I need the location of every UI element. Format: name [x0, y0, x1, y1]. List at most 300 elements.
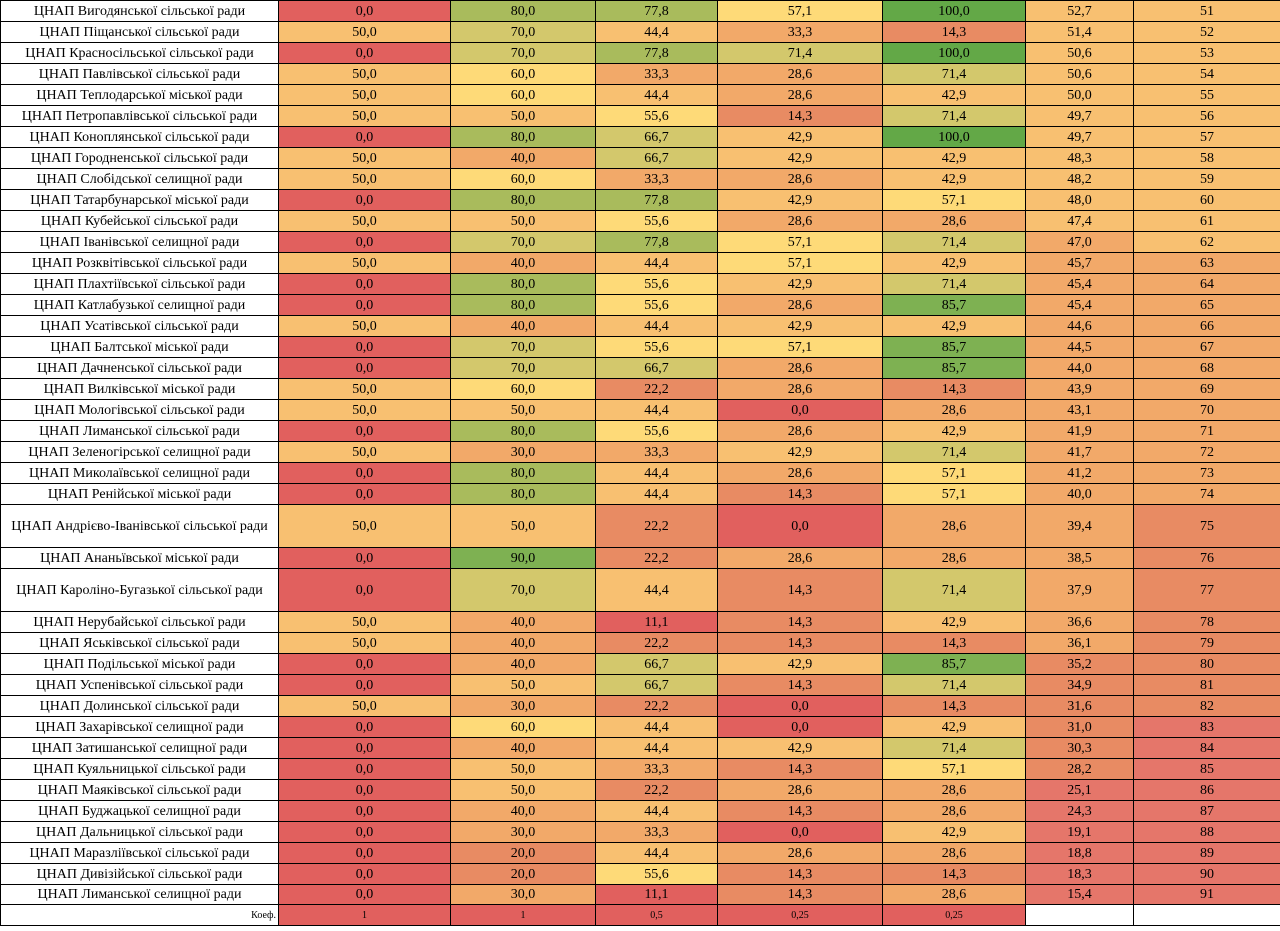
table-row: [1, 337, 1280, 358]
row-value-1: 0,0: [279, 274, 451, 295]
row-value-7: 86: [1134, 780, 1280, 801]
row-value-6: 18,3: [1026, 864, 1134, 885]
row-value-6: 35,2: [1026, 654, 1134, 675]
row-value-4: 33,3: [718, 22, 883, 43]
row-name: ЦНАП Красносільської сільської ради: [1, 43, 279, 64]
row-value-2: 50,0: [451, 505, 596, 548]
row-value-5: 14,3: [883, 696, 1026, 717]
table-row: [1, 505, 1280, 548]
row-value-2: 80,0: [451, 1, 596, 22]
row-value-6: 48,2: [1026, 169, 1134, 190]
row-value-5: 28,6: [883, 843, 1026, 864]
row-value-6: 45,4: [1026, 295, 1134, 316]
row-value-3: 33,3: [596, 759, 718, 780]
row-value-3: 55,6: [596, 106, 718, 127]
row-value-4: 14,3: [718, 801, 883, 822]
row-value-4: 57,1: [718, 1, 883, 22]
table-row: [1, 612, 1280, 633]
row-name: ЦНАП Плахтіївської сільської ради: [1, 274, 279, 295]
table-row: [1, 400, 1280, 421]
row-value-1: 50,0: [279, 64, 451, 85]
row-value-5: 71,4: [883, 738, 1026, 759]
row-value-6: 31,6: [1026, 696, 1134, 717]
row-value-5: 71,4: [883, 274, 1026, 295]
row-value-2: 40,0: [451, 148, 596, 169]
row-value-3: 44,4: [596, 316, 718, 337]
row-value-4: 14,3: [718, 484, 883, 505]
row-value-3: 66,7: [596, 148, 718, 169]
row-value-1: 0,0: [279, 780, 451, 801]
row-value-1: 0,0: [279, 801, 451, 822]
row-value-5: 42,9: [883, 612, 1026, 633]
row-value-4: 14,3: [718, 864, 883, 885]
table-row: [1, 358, 1280, 379]
row-value-4: 28,6: [718, 64, 883, 85]
row-value-1: 0,0: [279, 1, 451, 22]
row-value-1: 0,0: [279, 337, 451, 358]
table-row: [1, 696, 1280, 717]
row-value-2: 20,0: [451, 864, 596, 885]
row-value-5: 100,0: [883, 127, 1026, 148]
row-value-2: 70,0: [451, 232, 596, 253]
row-value-6: 44,0: [1026, 358, 1134, 379]
row-value-3: 11,1: [596, 612, 718, 633]
row-value-1: 0,0: [279, 759, 451, 780]
row-value-5: 28,6: [883, 505, 1026, 548]
row-name: ЦНАП Нерубайської сільської ради: [1, 612, 279, 633]
row-value-6: 25,1: [1026, 780, 1134, 801]
table-row: [1, 421, 1280, 442]
row-value-6: 39,4: [1026, 505, 1134, 548]
table-row: [1, 822, 1280, 843]
row-value-2: 70,0: [451, 337, 596, 358]
row-value-5: 14,3: [883, 379, 1026, 400]
row-value-3: 22,2: [596, 379, 718, 400]
row-value-5: 28,6: [883, 885, 1026, 905]
row-value-1: 0,0: [279, 569, 451, 612]
row-value-2: 50,0: [451, 400, 596, 421]
row-value-7: 55: [1134, 85, 1280, 106]
row-value-2: 40,0: [451, 738, 596, 759]
row-value-2: 80,0: [451, 190, 596, 211]
row-name: ЦНАП Затишанської селищної ради: [1, 738, 279, 759]
row-value-7: 53: [1134, 43, 1280, 64]
row-value-4: 14,3: [718, 106, 883, 127]
row-value-1: 0,0: [279, 885, 451, 905]
row-value-6: 44,5: [1026, 337, 1134, 358]
row-value-6: 40,0: [1026, 484, 1134, 505]
row-value-6: 36,6: [1026, 612, 1134, 633]
row-value-3: 44,4: [596, 569, 718, 612]
row-value-2: 60,0: [451, 379, 596, 400]
row-value-6: 38,5: [1026, 548, 1134, 569]
table-row: [1, 316, 1280, 337]
row-value-6: 50,6: [1026, 64, 1134, 85]
row-value-7: 67: [1134, 337, 1280, 358]
row-value-7: 72: [1134, 442, 1280, 463]
row-value-6: 36,1: [1026, 633, 1134, 654]
table-row: [1, 169, 1280, 190]
row-value-3: 44,4: [596, 738, 718, 759]
row-name: ЦНАП Городненської сільської ради: [1, 148, 279, 169]
row-value-3: 44,4: [596, 463, 718, 484]
table-row: [1, 569, 1280, 612]
row-value-4: 28,6: [718, 85, 883, 106]
row-value-3: 22,2: [596, 696, 718, 717]
row-value-2: 50,0: [451, 780, 596, 801]
row-value-7: 70: [1134, 400, 1280, 421]
row-value-7: 61: [1134, 211, 1280, 232]
row-value-4: 0,0: [718, 822, 883, 843]
table-row: [1, 232, 1280, 253]
coef-value-4: 0,25: [718, 905, 883, 926]
table-row: [1, 295, 1280, 316]
table-row: [1, 442, 1280, 463]
row-value-1: 50,0: [279, 148, 451, 169]
row-value-7: 69: [1134, 379, 1280, 400]
row-value-1: 50,0: [279, 505, 451, 548]
row-value-6: 34,9: [1026, 675, 1134, 696]
table-row: [1, 654, 1280, 675]
table-row: [1, 484, 1280, 505]
coef-label: Коеф.: [1, 905, 279, 926]
row-value-1: 0,0: [279, 295, 451, 316]
row-value-2: 60,0: [451, 85, 596, 106]
row-value-7: 89: [1134, 843, 1280, 864]
row-value-5: 71,4: [883, 64, 1026, 85]
row-name: ЦНАП Катлабузької селищної ради: [1, 295, 279, 316]
row-value-7: 81: [1134, 675, 1280, 696]
row-value-5: 28,6: [883, 548, 1026, 569]
coef-blank: [1134, 905, 1280, 926]
row-value-5: 71,4: [883, 675, 1026, 696]
row-value-3: 55,6: [596, 337, 718, 358]
row-value-1: 0,0: [279, 738, 451, 759]
row-name: ЦНАП Дачненської сільської ради: [1, 358, 279, 379]
row-value-1: 50,0: [279, 379, 451, 400]
table-row: [1, 463, 1280, 484]
row-value-4: 57,1: [718, 232, 883, 253]
row-value-3: 55,6: [596, 421, 718, 442]
row-name: ЦНАП Куяльницької сільської ради: [1, 759, 279, 780]
row-name: ЦНАП Павлівської сільської ради: [1, 64, 279, 85]
row-value-2: 30,0: [451, 696, 596, 717]
row-value-1: 50,0: [279, 85, 451, 106]
row-name: ЦНАП Лиманської сільської ради: [1, 421, 279, 442]
row-value-7: 91: [1134, 885, 1280, 905]
row-value-4: 28,6: [718, 843, 883, 864]
row-value-5: 71,4: [883, 232, 1026, 253]
row-value-3: 22,2: [596, 780, 718, 801]
row-name: ЦНАП Слобідської селищної ради: [1, 169, 279, 190]
row-value-6: 45,4: [1026, 274, 1134, 295]
row-value-5: 71,4: [883, 106, 1026, 127]
coef-row: [1, 905, 1280, 926]
row-value-7: 66: [1134, 316, 1280, 337]
row-value-2: 70,0: [451, 569, 596, 612]
row-value-4: 0,0: [718, 400, 883, 421]
row-value-3: 22,2: [596, 548, 718, 569]
row-value-1: 0,0: [279, 43, 451, 64]
row-value-2: 70,0: [451, 43, 596, 64]
row-value-7: 58: [1134, 148, 1280, 169]
row-value-6: 43,1: [1026, 400, 1134, 421]
row-value-6: 45,7: [1026, 253, 1134, 274]
row-value-7: 74: [1134, 484, 1280, 505]
row-value-2: 80,0: [451, 484, 596, 505]
row-value-4: 42,9: [718, 654, 883, 675]
row-value-7: 88: [1134, 822, 1280, 843]
row-name: ЦНАП Балтської міської ради: [1, 337, 279, 358]
row-value-5: 42,9: [883, 421, 1026, 442]
row-name: ЦНАП Ананьївської міської ради: [1, 548, 279, 569]
row-value-6: 49,7: [1026, 106, 1134, 127]
row-name: ЦНАП Зеленогірської селищної ради: [1, 442, 279, 463]
row-value-3: 55,6: [596, 211, 718, 232]
row-value-4: 42,9: [718, 127, 883, 148]
table-row: [1, 864, 1280, 885]
row-value-5: 42,9: [883, 822, 1026, 843]
row-value-3: 55,6: [596, 864, 718, 885]
row-value-6: 37,9: [1026, 569, 1134, 612]
row-value-3: 44,4: [596, 843, 718, 864]
row-value-5: 28,6: [883, 400, 1026, 421]
row-value-4: 28,6: [718, 421, 883, 442]
row-value-2: 30,0: [451, 822, 596, 843]
row-value-3: 44,4: [596, 85, 718, 106]
row-value-4: 14,3: [718, 612, 883, 633]
row-value-1: 50,0: [279, 316, 451, 337]
row-value-1: 50,0: [279, 211, 451, 232]
row-name: ЦНАП Долинської сільської ради: [1, 696, 279, 717]
row-value-7: 78: [1134, 612, 1280, 633]
table-row: [1, 633, 1280, 654]
row-value-4: 28,6: [718, 295, 883, 316]
table-row: [1, 801, 1280, 822]
row-name: ЦНАП Маяківської сільської ради: [1, 780, 279, 801]
coef-value-5: 0,25: [883, 905, 1026, 926]
row-value-7: 71: [1134, 421, 1280, 442]
row-name: ЦНАП Лиманської селищної ради: [1, 885, 279, 905]
row-value-5: 71,4: [883, 569, 1026, 612]
table-row: [1, 22, 1280, 43]
row-value-2: 60,0: [451, 64, 596, 85]
row-value-5: 100,0: [883, 43, 1026, 64]
row-value-7: 65: [1134, 295, 1280, 316]
row-value-3: 55,6: [596, 295, 718, 316]
row-name: ЦНАП Розквітівської сільської ради: [1, 253, 279, 274]
row-value-6: 47,0: [1026, 232, 1134, 253]
row-value-1: 50,0: [279, 633, 451, 654]
table-row: [1, 780, 1280, 801]
row-name: ЦНАП Яськівської сільської ради: [1, 633, 279, 654]
row-value-5: 85,7: [883, 654, 1026, 675]
table-row: [1, 738, 1280, 759]
row-value-1: 0,0: [279, 463, 451, 484]
row-value-5: 28,6: [883, 211, 1026, 232]
row-value-2: 30,0: [451, 885, 596, 905]
row-value-4: 28,6: [718, 169, 883, 190]
row-name: ЦНАП Ренійської міської ради: [1, 484, 279, 505]
row-value-2: 60,0: [451, 169, 596, 190]
row-value-3: 22,2: [596, 633, 718, 654]
row-value-7: 64: [1134, 274, 1280, 295]
row-value-3: 11,1: [596, 885, 718, 905]
row-name: ЦНАП Кубейської сільської ради: [1, 211, 279, 232]
row-value-3: 66,7: [596, 127, 718, 148]
row-value-5: 28,6: [883, 801, 1026, 822]
row-value-6: 31,0: [1026, 717, 1134, 738]
row-value-2: 40,0: [451, 801, 596, 822]
table-row: [1, 548, 1280, 569]
row-value-7: 80: [1134, 654, 1280, 675]
row-value-4: 71,4: [718, 43, 883, 64]
row-value-3: 22,2: [596, 505, 718, 548]
row-value-4: 42,9: [718, 148, 883, 169]
row-value-6: 28,2: [1026, 759, 1134, 780]
row-value-1: 0,0: [279, 127, 451, 148]
row-value-4: 0,0: [718, 717, 883, 738]
row-value-7: 75: [1134, 505, 1280, 548]
row-value-1: 50,0: [279, 696, 451, 717]
coef-blank: [1026, 905, 1134, 926]
row-value-3: 33,3: [596, 64, 718, 85]
row-value-4: 42,9: [718, 316, 883, 337]
table-row: [1, 675, 1280, 696]
row-value-1: 0,0: [279, 864, 451, 885]
row-value-6: 49,7: [1026, 127, 1134, 148]
table-row: [1, 190, 1280, 211]
row-value-1: 0,0: [279, 717, 451, 738]
row-value-6: 24,3: [1026, 801, 1134, 822]
row-value-2: 50,0: [451, 759, 596, 780]
row-name: ЦНАП Маразліївської сільської ради: [1, 843, 279, 864]
row-value-4: 42,9: [718, 738, 883, 759]
row-value-1: 0,0: [279, 358, 451, 379]
row-value-2: 80,0: [451, 274, 596, 295]
row-value-1: 0,0: [279, 822, 451, 843]
row-value-1: 50,0: [279, 22, 451, 43]
row-value-7: 59: [1134, 169, 1280, 190]
table-row: [1, 717, 1280, 738]
row-value-4: 28,6: [718, 211, 883, 232]
row-value-5: 42,9: [883, 169, 1026, 190]
row-value-4: 28,6: [718, 379, 883, 400]
row-value-7: 60: [1134, 190, 1280, 211]
row-value-5: 85,7: [883, 295, 1026, 316]
row-value-6: 30,3: [1026, 738, 1134, 759]
row-value-6: 48,3: [1026, 148, 1134, 169]
row-value-2: 80,0: [451, 463, 596, 484]
row-value-2: 40,0: [451, 612, 596, 633]
row-name: ЦНАП Усатівської сільської ради: [1, 316, 279, 337]
row-value-4: 42,9: [718, 274, 883, 295]
row-value-3: 33,3: [596, 442, 718, 463]
row-value-4: 14,3: [718, 633, 883, 654]
row-value-5: 57,1: [883, 484, 1026, 505]
row-value-4: 14,3: [718, 675, 883, 696]
row-name: ЦНАП Іванівської селищної ради: [1, 232, 279, 253]
row-value-3: 66,7: [596, 675, 718, 696]
row-value-3: 33,3: [596, 169, 718, 190]
row-value-6: 41,2: [1026, 463, 1134, 484]
row-value-5: 42,9: [883, 316, 1026, 337]
row-name: ЦНАП Піщанської сільської ради: [1, 22, 279, 43]
row-value-5: 28,6: [883, 780, 1026, 801]
row-value-4: 0,0: [718, 696, 883, 717]
row-name: ЦНАП Андрієво-Іванівської сільської ради: [1, 505, 279, 548]
row-value-7: 51: [1134, 1, 1280, 22]
row-value-7: 62: [1134, 232, 1280, 253]
table-row: [1, 211, 1280, 232]
row-value-5: 14,3: [883, 22, 1026, 43]
row-value-7: 84: [1134, 738, 1280, 759]
row-value-5: 57,1: [883, 463, 1026, 484]
row-value-2: 50,0: [451, 106, 596, 127]
row-value-4: 57,1: [718, 337, 883, 358]
row-value-2: 40,0: [451, 633, 596, 654]
row-value-3: 44,4: [596, 253, 718, 274]
row-value-6: 43,9: [1026, 379, 1134, 400]
row-value-3: 66,7: [596, 654, 718, 675]
row-value-2: 40,0: [451, 316, 596, 337]
row-value-1: 0,0: [279, 484, 451, 505]
row-value-1: 0,0: [279, 654, 451, 675]
row-value-5: 100,0: [883, 1, 1026, 22]
row-value-2: 20,0: [451, 843, 596, 864]
row-value-2: 60,0: [451, 717, 596, 738]
row-value-6: 15,4: [1026, 885, 1134, 905]
row-name: ЦНАП Подільської міської ради: [1, 654, 279, 675]
row-value-1: 50,0: [279, 106, 451, 127]
row-value-1: 0,0: [279, 421, 451, 442]
table-row: [1, 1, 1280, 22]
coef-value-1: 1: [279, 905, 451, 926]
row-name: ЦНАП Татарбунарської міської ради: [1, 190, 279, 211]
row-value-2: 90,0: [451, 548, 596, 569]
row-value-5: 42,9: [883, 717, 1026, 738]
row-value-3: 44,4: [596, 400, 718, 421]
row-value-1: 50,0: [279, 442, 451, 463]
row-value-2: 50,0: [451, 675, 596, 696]
row-value-4: 14,3: [718, 569, 883, 612]
row-name: ЦНАП Вилківської міської ради: [1, 379, 279, 400]
row-value-5: 57,1: [883, 759, 1026, 780]
row-value-4: 42,9: [718, 190, 883, 211]
table-row: [1, 253, 1280, 274]
row-value-1: 0,0: [279, 232, 451, 253]
row-value-4: 14,3: [718, 885, 883, 905]
table-row: [1, 379, 1280, 400]
row-value-6: 41,7: [1026, 442, 1134, 463]
row-value-5: 57,1: [883, 190, 1026, 211]
row-value-7: 77: [1134, 569, 1280, 612]
row-value-7: 82: [1134, 696, 1280, 717]
row-value-5: 42,9: [883, 148, 1026, 169]
table-row: [1, 274, 1280, 295]
row-value-6: 50,0: [1026, 85, 1134, 106]
row-value-1: 50,0: [279, 612, 451, 633]
row-value-3: 44,4: [596, 801, 718, 822]
row-name: ЦНАП Теплодарської міської ради: [1, 85, 279, 106]
row-value-3: 77,8: [596, 43, 718, 64]
row-value-7: 68: [1134, 358, 1280, 379]
row-value-4: 57,1: [718, 253, 883, 274]
row-value-2: 30,0: [451, 442, 596, 463]
row-value-1: 50,0: [279, 400, 451, 421]
row-value-1: 50,0: [279, 169, 451, 190]
row-name: ЦНАП Захарівської селищної ради: [1, 717, 279, 738]
